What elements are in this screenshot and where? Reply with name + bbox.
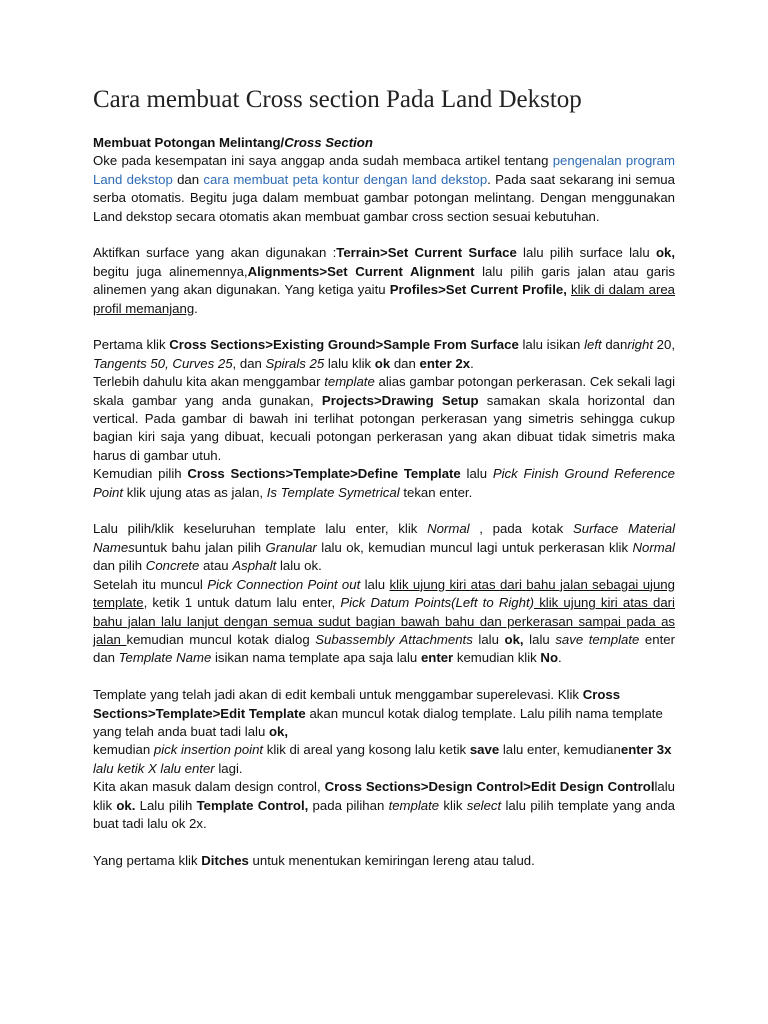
paragraph-intro: Oke pada kesempatan ini saya anggap anda sudah membaca artikel tentang pengenalan program Land dekstop dan cara membuat peta kontur dengan land dekstop. Pada saat sekarang ini semua serba otomatis. Begitu juga dalam membuat gambar potongan melintang. Dengan menggunakan Land dekstop secara otomatis akan membuat gambar cross section sesuai kebutuhan. [93, 153, 675, 224]
section-heading: Membuat Potongan Melintang/Cross Section [93, 135, 373, 150]
document-body [93, 134, 675, 870]
paragraph-ditches: Yang pertama klik Ditches untuk menentukan kemiringan lereng atau talud. [93, 852, 535, 868]
link-pengenalan-land-dekstop[interactable]: pengenalan program Land dekstop [93, 153, 675, 187]
paragraph-surface: Aktifkan surface yang akan digunakan :Terrain>Set Current Surface lalu pilih surface lalu ok, begitu juga alinemennya,Alignments>Set Current Alignment lalu pilih garis jalan atau garis alinemen yang akan digunakan. Yang ketiga yaitu Profiles>Set Current Profile, klik di dalam area profil memanjang. [93, 245, 676, 316]
paragraph-surface-material: Lalu pilih/klik keseluruhan template lalu enter, klik Normal , pada kotak Surface Material Namesuntuk bahu jalan pilih Granular lalu ok, kemudian muncul lagi untuk perkerasan klik Normal dan pilih Concrete atau Asphalt lalu ok. [93, 521, 675, 574]
paragraph-define-template: Kemudian pilih Cross Sections>Template>Define Template lalu Pick Finish Ground Reference Point klik ujung atas as jalan, Is Template Symetrical tekan enter. [93, 466, 676, 500]
paragraph-insertion-point: kemudian pick insertion point klik di areal yang kosong lalu ketik save lalu enter, kemudianenter 3x lalu ketik X lalu enter lagi. [93, 742, 672, 776]
paragraph-design-control: Kita akan masuk dalam design control, Cross Sections>Design Control>Edit Design Controllalu klik ok. Lalu pilih Template Control, pada pilihan template klik select lalu pilih template yang anda buat tadi lalu ok 2x. [93, 779, 676, 831]
paragraph-sample-surface: Pertama klik Cross Sections>Existing Ground>Sample From Surface lalu isikan left danright 20, Tangents 50, Curves 25, dan Spirals 25 lalu klik ok dan enter 2x. [93, 337, 675, 371]
link-peta-kontur[interactable]: cara membuat peta kontur dengan land dekstop [203, 171, 488, 187]
paragraph-connection-point: Setelah itu muncul Pick Connection Point out lalu klik ujung kiri atas dari bahu jalan sebagai ujung template, ketik 1 untuk datum lalu enter, Pick Datum Points(Left to Right) klik ujung kiri atas dari bahu jalan lalu lanjut dengan semua sudut bagian bawah bahu dan perkerasan sampai pada as jalan kemudian muncul kotak dialog Subassembly Attachments lalu ok, lalu save template enter dan Template Name isikan nama template apa saja lalu enter kemudian klik No. [93, 576, 675, 666]
paragraph-edit-template: Template yang telah jadi akan di edit kembali untuk menggambar superelevasi. Klik Cross Sections>Template>Edit Template akan muncul kotak dialog template. Lalu pilih nama template yang telah anda buat tadi lalu ok, [93, 687, 663, 739]
paragraph-template-intro: Terlebih dahulu kita akan menggambar template alias gambar potongan perkerasan. Cek sekali lagi skala gambar yang anda gunakan, Projects>Drawing Setup samakan skala horizontal dan vertical. Pada gambar di bawah ini terlihat potongan perkerasan yang simetris sehingga cukup bagian kiri saja yang dibuat, kecuali potongan perkerasan yang akan dibuat tidak simetris maka harus di gambar utuh. [93, 374, 676, 463]
page-title: Cara membuat Cross section Pada Land Dekstop [93, 86, 582, 113]
